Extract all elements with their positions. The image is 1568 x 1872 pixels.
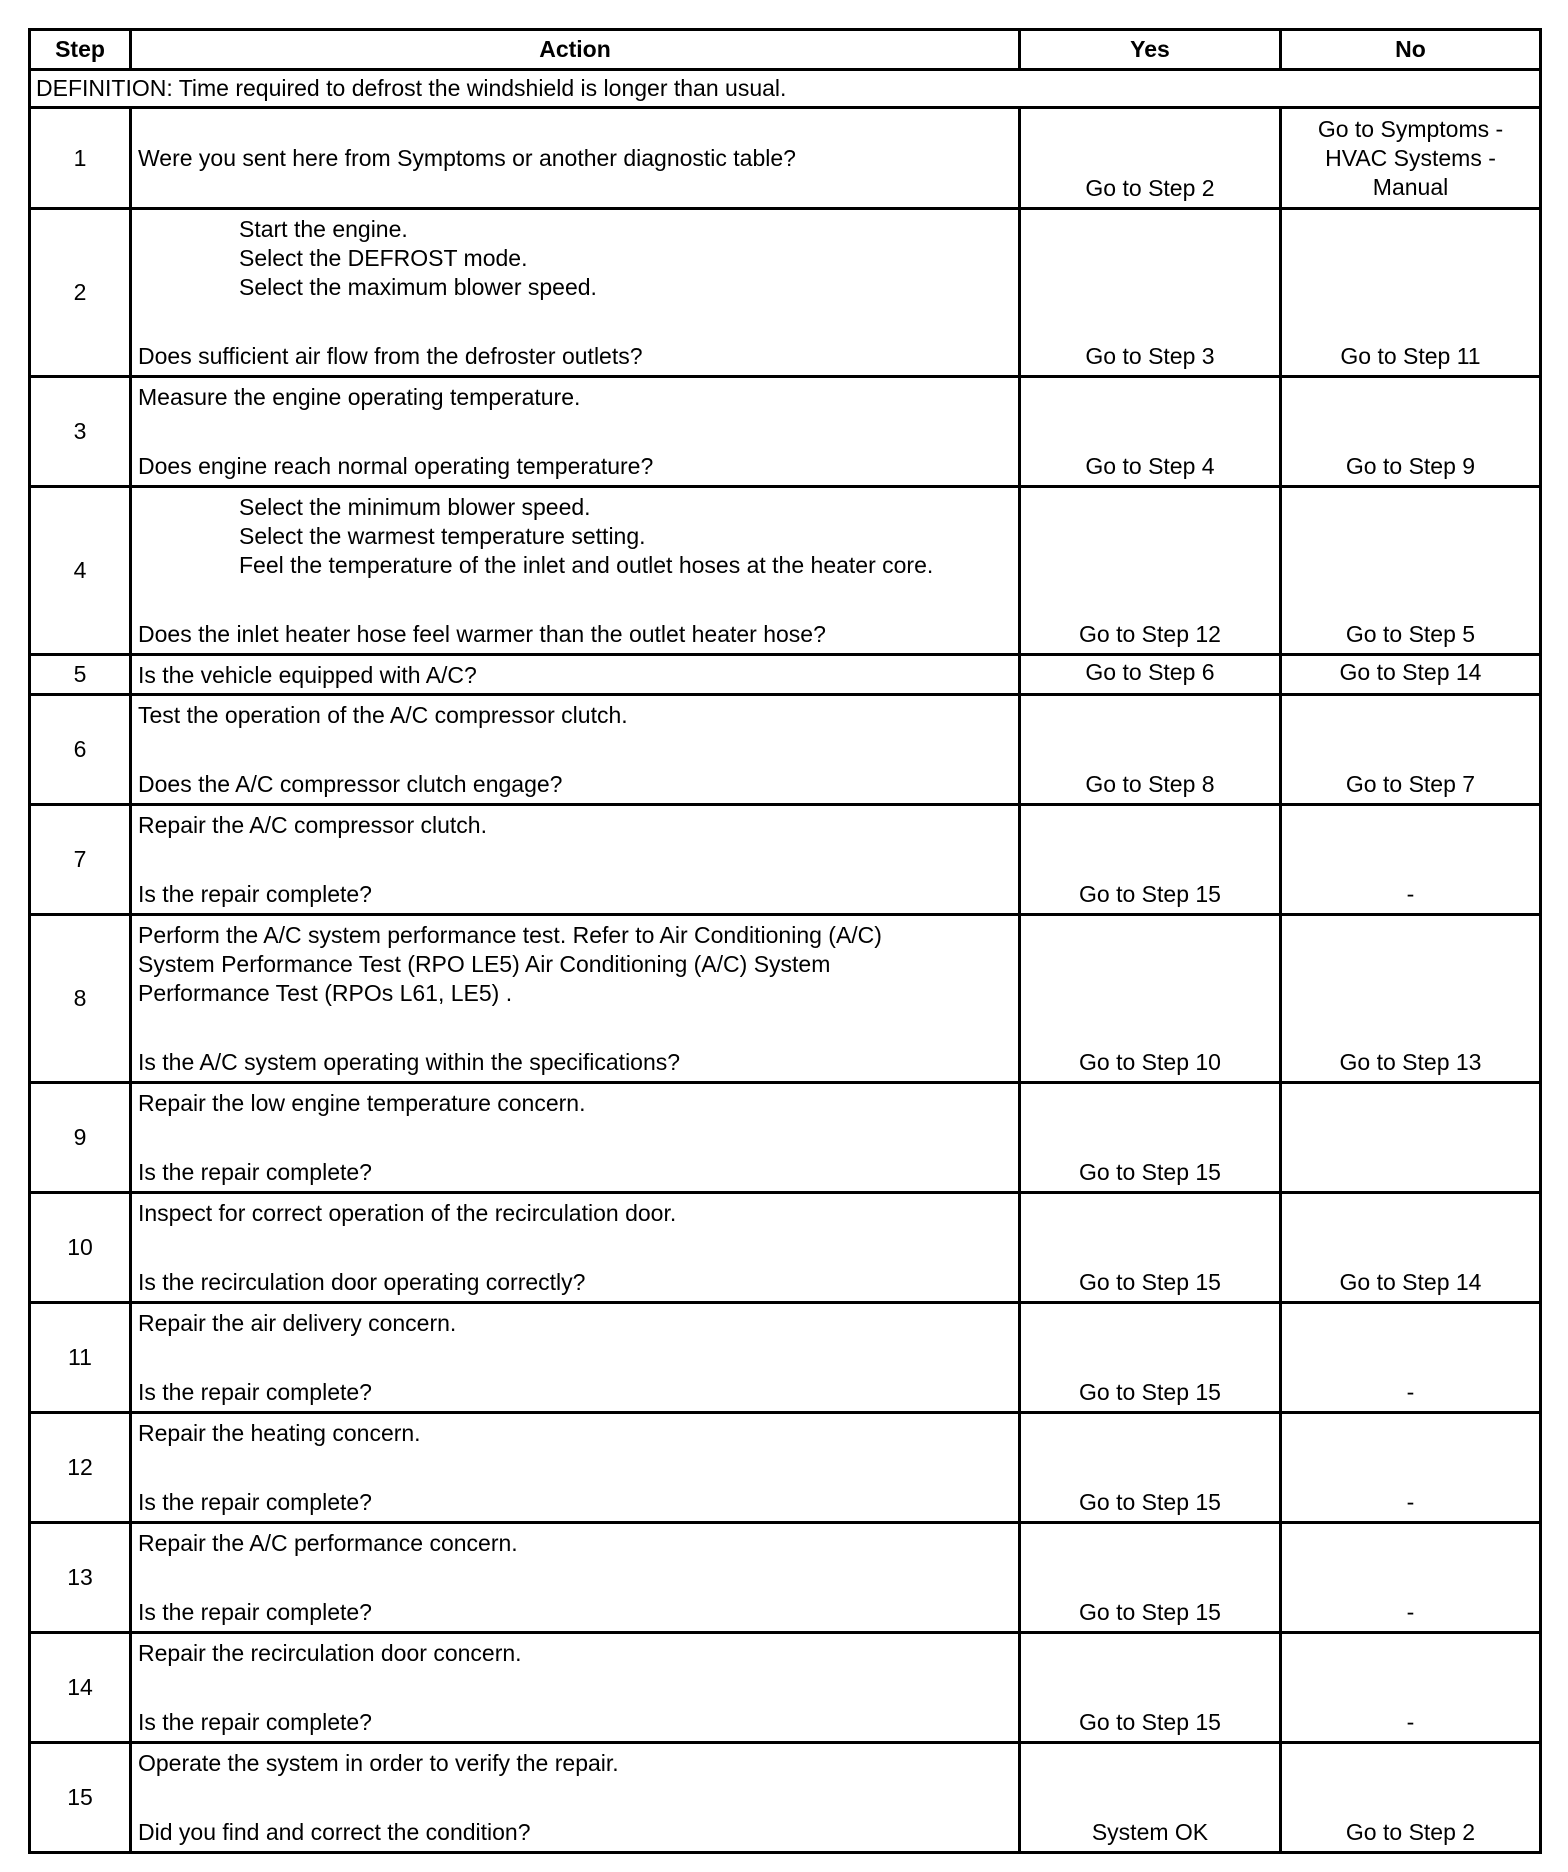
action-instructions	[138, 1309, 1012, 1338]
yes-result: Go to Step 6	[1020, 655, 1281, 695]
action-question: Were you sent here from Symptoms or another diagnostic table?	[138, 145, 796, 171]
action-question: Did you find and correct the condition?	[138, 1819, 531, 1845]
step-number: 10	[30, 1193, 131, 1303]
no-result-line: Manual	[1372, 173, 1449, 200]
instruction-line: Select the DEFROST mode.	[239, 245, 528, 271]
instruction-line: Performance Test (RPOs L61, LE5) .	[138, 980, 513, 1006]
action-question: Is the recirculation door operating correctly?	[138, 1269, 586, 1295]
action-question: Is the repair complete?	[138, 881, 372, 907]
action-question: Does the inlet heater hose feel warmer than the outlet heater hose?	[138, 621, 826, 647]
action-question: Is the repair complete?	[138, 1599, 372, 1625]
no-result: Go to Step 13	[1281, 915, 1541, 1083]
action-instructions	[138, 215, 1012, 302]
table-row	[30, 1743, 1541, 1853]
no-result: -	[1281, 1303, 1541, 1413]
step-number: 2	[30, 209, 131, 377]
step-number: 14	[30, 1633, 131, 1743]
instruction-line: Operate the system in order to verify the repair.	[138, 1750, 619, 1776]
yes-result: Go to Step 15	[1020, 1633, 1281, 1743]
step-number: 9	[30, 1083, 131, 1193]
table-row	[30, 655, 1541, 695]
yes-result: Go to Step 10	[1020, 915, 1281, 1083]
instruction-line: Select the maximum blower speed.	[239, 274, 597, 300]
action-cell	[131, 1743, 1020, 1853]
action-cell	[131, 695, 1020, 805]
yes-result: Go to Step 15	[1020, 1523, 1281, 1633]
no-result: -	[1281, 1413, 1541, 1523]
action-question: Is the repair complete?	[138, 1159, 372, 1185]
no-result-line: HVAC Systems -	[1325, 144, 1496, 171]
no-result: -	[1281, 1523, 1541, 1633]
table-row	[30, 1083, 1541, 1193]
action-question: Is the repair complete?	[138, 1709, 372, 1735]
yes-result: Go to Step 12	[1020, 487, 1281, 655]
step-number: 1	[30, 108, 131, 209]
action-cell	[131, 1193, 1020, 1303]
action-cell	[131, 1083, 1020, 1193]
no-result	[1281, 108, 1541, 209]
no-result: Go to Step 9	[1281, 377, 1541, 487]
step-number: 11	[30, 1303, 131, 1413]
action-question: Does the A/C compressor clutch engage?	[138, 771, 563, 797]
action-cell	[131, 108, 1020, 209]
table-row	[30, 805, 1541, 915]
instruction-line: Repair the heating concern.	[138, 1420, 421, 1446]
table-row	[30, 377, 1541, 487]
instruction-line: Test the operation of the A/C compressor clutch.	[138, 702, 628, 728]
action-cell	[131, 805, 1020, 915]
action-question: Is the repair complete?	[138, 1379, 372, 1405]
action-instructions	[138, 811, 1012, 840]
header-no: No	[1281, 30, 1541, 70]
instruction-line: System Performance Test (RPO LE5) Air Conditioning (A/C) System	[138, 951, 831, 977]
no-result: Go to Step 2	[1281, 1743, 1541, 1853]
no-result: Go to Step 14	[1281, 1193, 1541, 1303]
instruction-line: Select the minimum blower speed.	[239, 494, 591, 520]
step-number: 7	[30, 805, 131, 915]
instruction-line: Repair the recirculation door concern.	[138, 1640, 522, 1666]
action-instructions	[138, 921, 1012, 1008]
instruction-line: Repair the air delivery concern.	[138, 1310, 457, 1336]
table-row	[30, 1523, 1541, 1633]
action-question: Does engine reach normal operating temperature?	[138, 453, 654, 479]
step-number: 12	[30, 1413, 131, 1523]
definition-row	[30, 70, 1541, 108]
action-instructions	[138, 1529, 1012, 1558]
action-cell	[131, 1303, 1020, 1413]
instruction-line: Start the engine.	[239, 216, 408, 242]
yes-result: Go to Step 15	[1020, 1413, 1281, 1523]
yes-result: Go to Step 15	[1020, 805, 1281, 915]
action-cell	[131, 655, 1020, 695]
step-number: 15	[30, 1743, 131, 1853]
yes-result: Go to Step 3	[1020, 209, 1281, 377]
instruction-line: Feel the temperature of the inlet and outlet hoses at the heater core.	[239, 552, 934, 578]
instruction-line: Repair the A/C performance concern.	[138, 1530, 518, 1556]
step-number: 3	[30, 377, 131, 487]
action-instructions	[138, 1749, 1012, 1778]
no-result: -	[1281, 805, 1541, 915]
header-row	[30, 30, 1541, 70]
step-number: 4	[30, 487, 131, 655]
yes-result: Go to Step 4	[1020, 377, 1281, 487]
action-question: Is the repair complete?	[138, 1489, 372, 1515]
action-instructions	[138, 701, 1012, 730]
action-question: Does sufficient air flow from the defroster outlets?	[138, 343, 643, 369]
action-instructions	[138, 1089, 1012, 1118]
no-result: Go to Step 14	[1281, 655, 1541, 695]
table-row	[30, 1633, 1541, 1743]
no-result	[1281, 1083, 1541, 1193]
table-row	[30, 108, 1541, 209]
no-result: Go to Step 7	[1281, 695, 1541, 805]
step-number: 13	[30, 1523, 131, 1633]
table-row	[30, 209, 1541, 377]
action-instructions	[138, 493, 1012, 580]
action-instructions	[138, 1199, 1012, 1228]
definition-text: DEFINITION: Time required to defrost the windshield is longer than usual.	[30, 70, 1541, 108]
action-cell	[131, 915, 1020, 1083]
action-cell	[131, 1413, 1020, 1523]
action-instructions	[138, 1639, 1012, 1668]
no-result-line: Go to Symptoms -	[1317, 115, 1504, 142]
table-row	[30, 1193, 1541, 1303]
instruction-line: Perform the A/C system performance test. Refer to Air Conditioning (A/C)	[138, 922, 882, 948]
table-row	[30, 695, 1541, 805]
yes-result: Go to Step 8	[1020, 695, 1281, 805]
table-row	[30, 915, 1541, 1083]
action-instructions	[138, 1419, 1012, 1448]
step-number: 6	[30, 695, 131, 805]
instruction-line: Select the warmest temperature setting.	[239, 523, 646, 549]
action-cell	[131, 209, 1020, 377]
action-question: Is the vehicle equipped with A/C?	[138, 661, 477, 688]
action-cell	[131, 487, 1020, 655]
no-result: -	[1281, 1633, 1541, 1743]
yes-result: Go to Step 15	[1020, 1303, 1281, 1413]
yes-result: System OK	[1020, 1743, 1281, 1853]
diagnostic-table	[28, 28, 1542, 1854]
instruction-line: Measure the engine operating temperature.	[138, 384, 581, 410]
table-row	[30, 487, 1541, 655]
header-step: Step	[30, 30, 131, 70]
no-result: Go to Step 11	[1281, 209, 1541, 377]
no-result: Go to Step 5	[1281, 487, 1541, 655]
action-cell	[131, 377, 1020, 487]
yes-result: Go to Step 15	[1020, 1193, 1281, 1303]
instruction-line: Repair the low engine temperature concern.	[138, 1090, 586, 1116]
action-question: Is the A/C system operating within the specifications?	[138, 1049, 681, 1075]
step-number: 8	[30, 915, 131, 1083]
header-action: Action	[131, 30, 1020, 70]
yes-result: Go to Step 2	[1020, 108, 1281, 209]
action-instructions	[138, 383, 1012, 412]
instruction-line: Inspect for correct operation of the recirculation door.	[138, 1200, 677, 1226]
instruction-line: Repair the A/C compressor clutch.	[138, 812, 487, 838]
action-cell	[131, 1633, 1020, 1743]
header-yes: Yes	[1020, 30, 1281, 70]
table-row	[30, 1303, 1541, 1413]
yes-result: Go to Step 15	[1020, 1083, 1281, 1193]
action-cell	[131, 1523, 1020, 1633]
table-row	[30, 1413, 1541, 1523]
step-number: 5	[30, 655, 131, 695]
